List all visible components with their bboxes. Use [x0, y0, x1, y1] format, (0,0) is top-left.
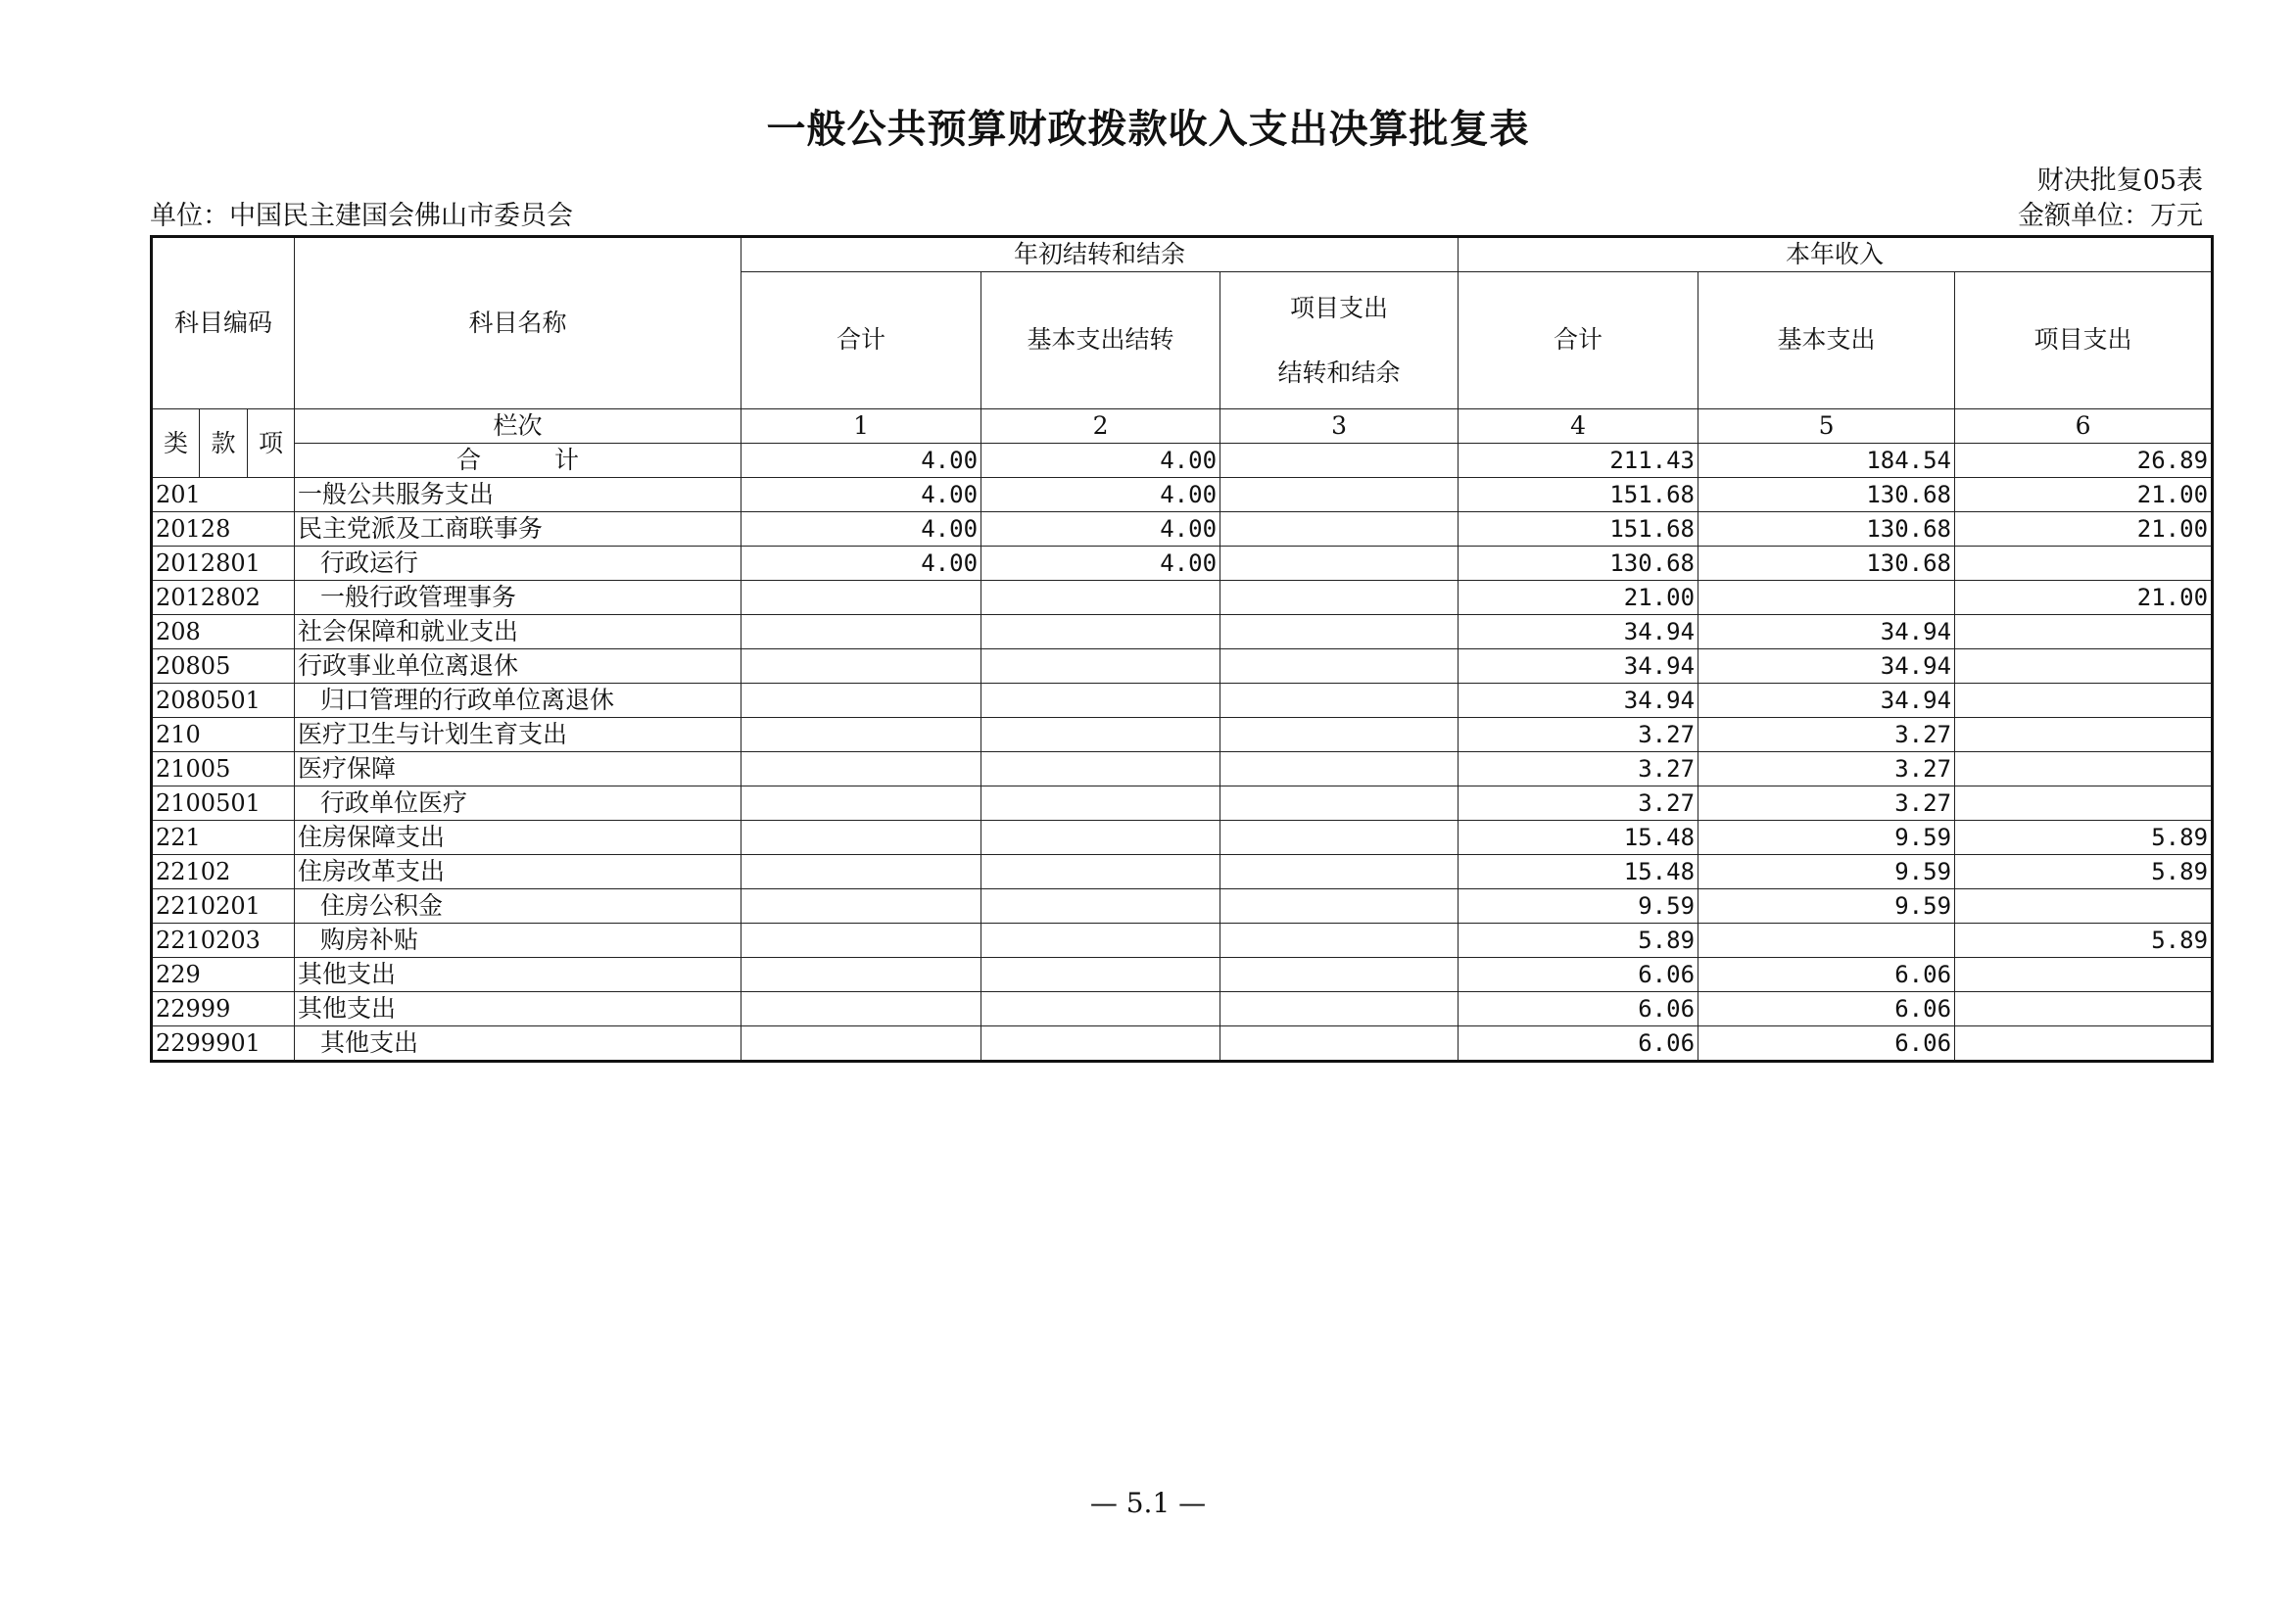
row-value	[1955, 958, 2213, 992]
row-code: 21005	[152, 752, 295, 786]
row-value: 6.06	[1698, 992, 1955, 1026]
row-value: 6.06	[1698, 958, 1955, 992]
row-name: 一般行政管理事务	[295, 581, 741, 615]
row-value	[1955, 889, 2213, 924]
row-value: 151.68	[1459, 478, 1698, 512]
total-cell: 26.89	[1955, 444, 2213, 478]
header-carryover-project-line1: 项目支出	[1290, 293, 1389, 322]
row-value	[741, 786, 981, 821]
row-value: 130.68	[1698, 512, 1955, 547]
row-value: 21.00	[1459, 581, 1698, 615]
row-value: 3.27	[1698, 752, 1955, 786]
row-value	[741, 958, 981, 992]
row-value	[1220, 649, 1459, 684]
table-row	[152, 547, 2213, 581]
page-title: 一般公共预算财政拨款收入支出决算批复表	[766, 107, 1530, 152]
row-value: 6.06	[1698, 1026, 1955, 1062]
row-value	[981, 718, 1220, 752]
row-code: 210	[152, 718, 295, 752]
table-row	[152, 958, 2213, 992]
form-number: 财决批复05表	[2036, 166, 2203, 196]
row-value: 3.27	[1459, 752, 1698, 786]
row-value: 6.06	[1459, 958, 1698, 992]
row-value: 4.00	[741, 547, 981, 581]
row-code: 208	[152, 615, 295, 649]
row-name: 行政事业单位离退休	[295, 649, 741, 684]
row-value	[1220, 512, 1459, 547]
row-value	[1220, 855, 1459, 889]
total-cell: 4.00	[741, 444, 981, 478]
row-value	[741, 924, 981, 958]
table-row	[152, 786, 2213, 821]
row-value: 130.68	[1698, 478, 1955, 512]
header-income-project: 项目支出	[1955, 272, 2213, 409]
row-value: 21.00	[1955, 478, 2213, 512]
row-value: 151.68	[1459, 512, 1698, 547]
row-value: 5.89	[1955, 821, 2213, 855]
row-value: 34.94	[1459, 684, 1698, 718]
row-value: 4.00	[981, 512, 1220, 547]
row-name: 行政运行	[295, 547, 741, 581]
row-value: 9.59	[1698, 821, 1955, 855]
table-row	[152, 615, 2213, 649]
row-value	[1955, 615, 2213, 649]
row-name: 住房公积金	[295, 889, 741, 924]
header-carryover-total: 合计	[741, 272, 981, 409]
header-lanci: 栏次	[295, 409, 741, 444]
row-value	[981, 786, 1220, 821]
row-value	[981, 1026, 1220, 1062]
row-value	[741, 718, 981, 752]
header-income-group: 本年收入	[1459, 237, 2213, 272]
row-value	[1220, 889, 1459, 924]
row-value	[741, 855, 981, 889]
row-value	[981, 615, 1220, 649]
amount-unit-label: 金额单位：万元	[2018, 201, 2203, 231]
col-num: 6	[1955, 409, 2213, 444]
header-carryover-project-line2: 结转和结余	[1277, 357, 1401, 387]
row-value	[981, 924, 1220, 958]
row-code: 20805	[152, 649, 295, 684]
row-value: 4.00	[981, 478, 1220, 512]
row-value: 4.00	[981, 547, 1220, 581]
header-kuan: 款	[200, 409, 248, 478]
row-value: 34.94	[1698, 649, 1955, 684]
row-value: 3.27	[1698, 786, 1955, 821]
row-value: 5.89	[1955, 924, 2213, 958]
total-cell: 184.54	[1698, 444, 1955, 478]
row-value: 34.94	[1698, 684, 1955, 718]
row-value	[741, 752, 981, 786]
row-value: 6.06	[1459, 1026, 1698, 1062]
row-value	[1220, 581, 1459, 615]
row-value	[1955, 752, 2213, 786]
row-value	[1955, 786, 2213, 821]
row-name: 其他支出	[295, 992, 741, 1026]
table-row	[152, 752, 2213, 786]
row-value: 4.00	[741, 512, 981, 547]
header-carryover-basic: 基本支出结转	[981, 272, 1220, 409]
row-name: 购房补贴	[295, 924, 741, 958]
row-value	[1955, 547, 2213, 581]
unit-label: 单位：中国民主建国会佛山市委员会	[150, 201, 573, 231]
row-value	[1220, 958, 1459, 992]
header-code: 科目编码	[152, 237, 295, 409]
row-value	[1955, 718, 2213, 752]
row-value: 34.94	[1459, 649, 1698, 684]
row-value	[741, 821, 981, 855]
header-income-basic: 基本支出	[1698, 272, 1955, 409]
table-row	[152, 992, 2213, 1026]
row-value	[741, 649, 981, 684]
row-value	[1220, 547, 1459, 581]
row-code: 2210203	[152, 924, 295, 958]
row-value	[741, 581, 981, 615]
row-value	[1955, 649, 2213, 684]
table-row	[152, 512, 2213, 547]
col-num: 5	[1698, 409, 1955, 444]
row-value	[1220, 684, 1459, 718]
table-row	[152, 718, 2213, 752]
row-code: 22999	[152, 992, 295, 1026]
table-row	[152, 924, 2213, 958]
row-name: 医疗保障	[295, 752, 741, 786]
row-value	[1955, 992, 2213, 1026]
col-num: 4	[1459, 409, 1698, 444]
row-value: 3.27	[1459, 786, 1698, 821]
row-value: 5.89	[1459, 924, 1698, 958]
row-code: 2012801	[152, 547, 295, 581]
row-value: 15.48	[1459, 855, 1698, 889]
row-value: 4.00	[741, 478, 981, 512]
row-name: 行政单位医疗	[295, 786, 741, 821]
total-cell	[1220, 444, 1459, 478]
row-value: 34.94	[1459, 615, 1698, 649]
row-code: 221	[152, 821, 295, 855]
col-num: 2	[981, 409, 1220, 444]
row-value: 21.00	[1955, 581, 2213, 615]
row-value	[1220, 478, 1459, 512]
header-carryover-project	[1220, 272, 1459, 409]
total-row	[152, 444, 2213, 478]
row-value	[741, 992, 981, 1026]
row-name: 住房保障支出	[295, 821, 741, 855]
table-row	[152, 1026, 2213, 1062]
row-value	[981, 958, 1220, 992]
table-row	[152, 684, 2213, 718]
row-value: 9.59	[1698, 855, 1955, 889]
table-row	[152, 889, 2213, 924]
row-value	[981, 752, 1220, 786]
row-value: 21.00	[1955, 512, 2213, 547]
row-value	[981, 821, 1220, 855]
row-value	[981, 855, 1220, 889]
header-xiang: 项	[248, 409, 295, 478]
table-row	[152, 649, 2213, 684]
row-value: 5.89	[1955, 855, 2213, 889]
row-value	[1698, 924, 1955, 958]
row-code: 2100501	[152, 786, 295, 821]
row-value	[1220, 1026, 1459, 1062]
row-value	[981, 684, 1220, 718]
row-value	[981, 581, 1220, 615]
row-value: 9.59	[1698, 889, 1955, 924]
row-value	[1220, 821, 1459, 855]
row-value: 6.06	[1459, 992, 1698, 1026]
row-name: 住房改革支出	[295, 855, 741, 889]
budget-table	[150, 235, 2214, 1063]
row-value	[741, 889, 981, 924]
row-code: 229	[152, 958, 295, 992]
page-number: — 5.1 —	[1089, 1487, 1207, 1519]
table-row	[152, 581, 2213, 615]
row-value	[1220, 615, 1459, 649]
row-value	[1220, 992, 1459, 1026]
row-name: 一般公共服务支出	[295, 478, 741, 512]
row-value	[1220, 752, 1459, 786]
row-value	[981, 649, 1220, 684]
row-code: 22102	[152, 855, 295, 889]
row-name: 其他支出	[295, 1026, 741, 1062]
row-value: 3.27	[1698, 718, 1955, 752]
row-name: 民主党派及工商联事务	[295, 512, 741, 547]
row-value: 130.68	[1459, 547, 1698, 581]
header-name: 科目名称	[295, 237, 741, 409]
row-value: 15.48	[1459, 821, 1698, 855]
row-value: 130.68	[1698, 547, 1955, 581]
row-code: 2012802	[152, 581, 295, 615]
row-code: 2080501	[152, 684, 295, 718]
row-value	[1955, 1026, 2213, 1062]
table-row	[152, 855, 2213, 889]
row-value: 3.27	[1459, 718, 1698, 752]
header-income-total: 合计	[1459, 272, 1698, 409]
row-value	[741, 1026, 981, 1062]
header-lei: 类	[152, 409, 200, 478]
row-value	[981, 889, 1220, 924]
row-value	[1220, 786, 1459, 821]
row-code: 20128	[152, 512, 295, 547]
row-code: 201	[152, 478, 295, 512]
row-name: 归口管理的行政单位离退休	[295, 684, 741, 718]
row-value: 9.59	[1459, 889, 1698, 924]
row-value	[981, 992, 1220, 1026]
table-row	[152, 821, 2213, 855]
col-num: 1	[741, 409, 981, 444]
total-cell: 4.00	[981, 444, 1220, 478]
row-name: 医疗卫生与计划生育支出	[295, 718, 741, 752]
row-value	[1698, 581, 1955, 615]
row-code: 2210201	[152, 889, 295, 924]
row-value: 34.94	[1698, 615, 1955, 649]
total-cell: 211.43	[1459, 444, 1698, 478]
row-name: 社会保障和就业支出	[295, 615, 741, 649]
header-carryover-group: 年初结转和结余	[741, 237, 1459, 272]
row-value	[1220, 924, 1459, 958]
row-value	[741, 615, 981, 649]
row-value	[1955, 684, 2213, 718]
row-name: 其他支出	[295, 958, 741, 992]
total-label: 合 计	[295, 444, 741, 478]
row-value	[1220, 718, 1459, 752]
row-value	[741, 684, 981, 718]
col-num: 3	[1220, 409, 1459, 444]
row-code: 2299901	[152, 1026, 295, 1062]
table-row	[152, 478, 2213, 512]
